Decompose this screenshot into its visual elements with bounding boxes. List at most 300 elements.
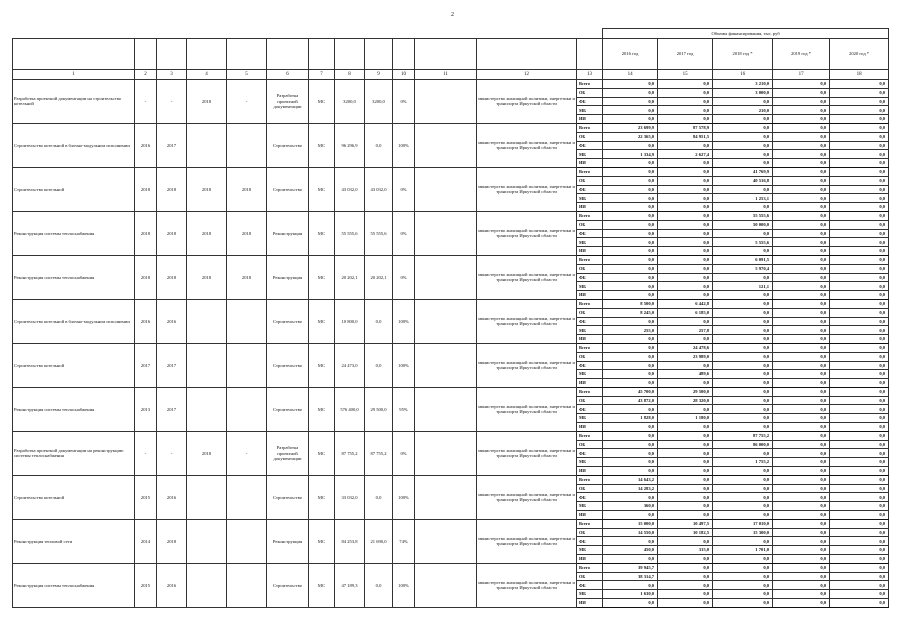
- funding-value: 0,0: [773, 563, 830, 572]
- funding-source: ИИ: [577, 599, 603, 608]
- column-index: 3: [157, 70, 187, 80]
- table-row: [13, 475, 889, 484]
- funding-value: 0,0: [773, 97, 830, 106]
- funding-value: 0,0: [830, 458, 889, 467]
- funding-value: 0,0: [603, 379, 658, 388]
- funding-value: 0,0: [773, 599, 830, 608]
- funding-value: 0,0: [658, 106, 713, 115]
- funding-source: ИИ: [577, 379, 603, 388]
- funding-value: 0,0: [713, 572, 773, 581]
- funding-source: ИИ: [577, 159, 603, 168]
- funding-value: 0,0: [773, 581, 830, 590]
- column-header: [135, 39, 157, 70]
- commission-year: 2017: [157, 343, 187, 387]
- funding-value: 0,0: [658, 599, 713, 608]
- funding-source: ОБ: [577, 264, 603, 273]
- construction-permit: -: [227, 80, 267, 124]
- funding-source: Всего: [577, 563, 603, 572]
- funding-value: 0,0: [830, 115, 889, 124]
- remaining-cost: 3200,0: [365, 80, 393, 124]
- funding-source: ОБ: [577, 528, 603, 537]
- funding-value: 0,0: [713, 475, 773, 484]
- funding-value: 0,0: [773, 291, 830, 300]
- project-name: Строительство котельной в блочно-модульном исполнении: [13, 299, 135, 343]
- funding-value: 0,0: [830, 493, 889, 502]
- funding-source: ИИ: [577, 423, 603, 432]
- funding-value: 17 010,0: [713, 519, 773, 528]
- column-index: 17: [773, 70, 830, 80]
- funding-source: ФБ: [577, 361, 603, 370]
- funding-value: 0,0: [713, 511, 773, 520]
- funding-value: 0,0: [773, 326, 830, 335]
- funding-source: ФБ: [577, 449, 603, 458]
- funding-value: 0,0: [830, 264, 889, 273]
- funding-value: 28 320,0: [658, 396, 713, 405]
- funding-source: Всего: [577, 123, 603, 132]
- funding-value: 0,0: [713, 502, 773, 511]
- funding-value: 0,0: [713, 396, 773, 405]
- remaining-cost: 87 755,2: [365, 431, 393, 475]
- commission-year: 2017: [157, 387, 187, 431]
- funding-value: 0,0: [658, 80, 713, 89]
- funding-source: МБ: [577, 590, 603, 599]
- funding-value: 0,0: [773, 546, 830, 555]
- funding-value: 0,0: [830, 141, 889, 150]
- start-year: 2013: [135, 387, 157, 431]
- funding-value: 1 755,2: [713, 458, 773, 467]
- funding-value: 0,0: [603, 317, 658, 326]
- table-row: [13, 80, 889, 89]
- funding-value: 43 872,0: [603, 396, 658, 405]
- funding-value: 0,0: [603, 229, 658, 238]
- ownership-form: МС: [309, 563, 335, 607]
- funding-value: 0,0: [830, 203, 889, 212]
- funding-value: 3 000,0: [713, 88, 773, 97]
- executor: министерство жилищной политики, энергетики и транспорта Иркутской области: [477, 299, 577, 343]
- funding-value: 40 516,8: [713, 176, 773, 185]
- funding-value: 0,0: [830, 475, 889, 484]
- project-name: Реконструкция системы теплоснабжения: [13, 563, 135, 607]
- estimated-cost: 576 400,0: [335, 387, 365, 431]
- executor: министерство жилищной политики, энергетики и транспорта Иркутской области: [477, 123, 577, 167]
- funding-value: 0,0: [713, 97, 773, 106]
- funding-value: 0,0: [658, 185, 713, 194]
- column-header: [267, 39, 309, 70]
- commission-year: 2018: [157, 519, 187, 563]
- column-index: 4: [187, 70, 227, 80]
- executor: министерство жилищной политики, энергетики и транспорта Иркутской области: [477, 387, 577, 431]
- funding-value: 0,0: [830, 273, 889, 282]
- funding-value: 0,0: [830, 414, 889, 423]
- funding-value: 0,0: [773, 123, 830, 132]
- work-type: Реконструкция: [267, 255, 309, 299]
- funding-value: 0,0: [830, 405, 889, 414]
- funding-source: ФБ: [577, 317, 603, 326]
- funding-value: 255,0: [603, 326, 658, 335]
- funding-source: ФБ: [577, 405, 603, 414]
- funding-source: Всего: [577, 475, 603, 484]
- start-year: -: [135, 431, 157, 475]
- funding-value: 0,0: [773, 343, 830, 352]
- funding-value: 41 769,9: [713, 167, 773, 176]
- funding-source: МБ: [577, 502, 603, 511]
- column-index: 14: [603, 70, 658, 80]
- funding-value: 0,0: [830, 335, 889, 344]
- funding-value: 0,0: [713, 308, 773, 317]
- funding-value: 5 970,4: [713, 264, 773, 273]
- readiness: 74%: [393, 519, 415, 563]
- estimated-cost: 55 555,6: [335, 211, 365, 255]
- funding-value: 0,0: [658, 115, 713, 124]
- funding-value: 0,0: [603, 352, 658, 361]
- funding-value: 0,0: [773, 555, 830, 564]
- construction-permit: -: [227, 431, 267, 475]
- ownership-form: МС: [309, 387, 335, 431]
- funding-value: 0,0: [658, 423, 713, 432]
- funding-value: 0,0: [773, 414, 830, 423]
- project-name: Реконструкция системы теплоснабжения: [13, 255, 135, 299]
- funding-value: 315,0: [658, 546, 713, 555]
- funding-source: ОБ: [577, 396, 603, 405]
- funding-value: 0,0: [658, 194, 713, 203]
- work-type: Строительство: [267, 387, 309, 431]
- funding-value: 0,0: [603, 405, 658, 414]
- remaining-cost: 0,0: [365, 343, 393, 387]
- funding-source: ИИ: [577, 247, 603, 256]
- funding-value: 0,0: [658, 247, 713, 256]
- funding-value: 0,0: [603, 185, 658, 194]
- executor: министерство жилищной политики, энергетики и транспорта Иркутской области: [477, 80, 577, 124]
- commission-year: -: [157, 431, 187, 475]
- municipality: [415, 563, 477, 607]
- funding-source: ОБ: [577, 572, 603, 581]
- funding-value: 0,0: [773, 467, 830, 476]
- commission-year: -: [157, 80, 187, 124]
- funding-value: 1 701,0: [713, 546, 773, 555]
- funding-value: 0,0: [713, 150, 773, 159]
- funding-value: 0,0: [773, 273, 830, 282]
- remaining-cost: 21 690,0: [365, 519, 393, 563]
- funding-source: МБ: [577, 106, 603, 115]
- column-header: [393, 39, 415, 70]
- funding-value: 0,0: [773, 440, 830, 449]
- funding-value: 0,0: [830, 537, 889, 546]
- work-type: Реконструкция: [267, 519, 309, 563]
- funding-value: 0,0: [830, 467, 889, 476]
- remaining-cost: 0,0: [365, 123, 393, 167]
- start-year: 2016: [135, 123, 157, 167]
- construction-permit: [227, 123, 267, 167]
- construction-permit: [227, 519, 267, 563]
- funding-value: 23 699,9: [603, 123, 658, 132]
- remaining-cost: 0,0: [365, 475, 393, 519]
- funding-value: 15 000,0: [603, 519, 658, 528]
- funding-value: 0,0: [713, 405, 773, 414]
- funding-value: 0,0: [773, 449, 830, 458]
- remaining-cost: 29 500,0: [365, 387, 393, 431]
- commission-year: 2016: [157, 299, 187, 343]
- page-number: 2: [451, 12, 454, 18]
- funding-value: 0,0: [830, 194, 889, 203]
- column-header: 2020 год *: [830, 39, 889, 70]
- column-index: 2: [135, 70, 157, 80]
- funding-value: 0,0: [830, 247, 889, 256]
- column-index: 1: [13, 70, 135, 80]
- construction-permit: 2018: [227, 255, 267, 299]
- funding-value: 0,0: [773, 264, 830, 273]
- funding-value: 0,0: [603, 581, 658, 590]
- ownership-form: МС: [309, 343, 335, 387]
- funding-value: 0,0: [603, 194, 658, 203]
- ownership-form: МС: [309, 80, 335, 124]
- funding-source: Всего: [577, 255, 603, 264]
- funding-value: 0,0: [713, 335, 773, 344]
- funding-value: 0,0: [773, 176, 830, 185]
- readiness: 0%: [393, 80, 415, 124]
- funding-value: 0,0: [773, 458, 830, 467]
- funding-value: 0,0: [658, 176, 713, 185]
- funding-value: 0,0: [603, 537, 658, 546]
- funding-value: 0,0: [713, 414, 773, 423]
- table-row: [13, 431, 889, 440]
- readiness: 0%: [393, 431, 415, 475]
- funding-source: ОБ: [577, 352, 603, 361]
- funding-value: 0,0: [830, 282, 889, 291]
- funding-value: 0,0: [830, 317, 889, 326]
- funding-value: 0,0: [658, 238, 713, 247]
- column-index: 6: [267, 70, 309, 80]
- column-header: 2018 год *: [713, 39, 773, 70]
- estimated-cost: 84 253,8: [335, 519, 365, 563]
- funding-value: 1 828,0: [603, 414, 658, 423]
- funding-value: 0,0: [830, 387, 889, 396]
- funding-value: 0,0: [830, 255, 889, 264]
- table-row: [13, 563, 889, 572]
- table-row: [13, 167, 889, 176]
- project-name: Строительство котельной: [13, 343, 135, 387]
- funding-value: 0,0: [773, 115, 830, 124]
- program-table: [12, 28, 889, 608]
- funding-value: 0,0: [713, 159, 773, 168]
- funding-value: 0,0: [658, 563, 713, 572]
- funding-value: 0,0: [603, 238, 658, 247]
- remaining-cost: 43 032,0: [365, 167, 393, 211]
- executor: министерство жилищной политики, энергетики и транспорта Иркутской области: [477, 431, 577, 475]
- funding-source: ФБ: [577, 97, 603, 106]
- funding-value: 0,0: [658, 220, 713, 229]
- funding-value: 0,0: [658, 335, 713, 344]
- funding-value: 0,0: [773, 308, 830, 317]
- funding-value: 0,0: [603, 97, 658, 106]
- funding-source: МБ: [577, 194, 603, 203]
- executor: министерство жилищной политики, энергетики и транспорта Иркутской области: [477, 255, 577, 299]
- funding-value: 0,0: [830, 106, 889, 115]
- funding-value: 0,0: [713, 273, 773, 282]
- project-name: Реконструкция тепловой сети: [13, 519, 135, 563]
- funding-value: 0,0: [830, 519, 889, 528]
- funding-value: 121,1: [713, 282, 773, 291]
- funding-value: 0,0: [773, 387, 830, 396]
- column-index: 5: [227, 70, 267, 80]
- funding-source: ИИ: [577, 511, 603, 520]
- ownership-form: МС: [309, 255, 335, 299]
- funding-value: 0,0: [603, 167, 658, 176]
- design-docs: [187, 519, 227, 563]
- municipality: [415, 387, 477, 431]
- funding-value: 8 500,0: [603, 299, 658, 308]
- table-row: [13, 123, 889, 132]
- funding-source: МБ: [577, 326, 603, 335]
- funding-value: 0,0: [658, 484, 713, 493]
- funding-value: 0,0: [713, 387, 773, 396]
- funding-value: 0,0: [830, 326, 889, 335]
- funding-value: 23 989,0: [658, 352, 713, 361]
- funding-value: 0,0: [773, 590, 830, 599]
- funding-value: 0,0: [773, 185, 830, 194]
- funding-value: 0,0: [658, 493, 713, 502]
- funding-value: 0,0: [603, 247, 658, 256]
- funding-value: 0,0: [713, 449, 773, 458]
- construction-permit: [227, 343, 267, 387]
- funding-source: Всего: [577, 387, 603, 396]
- column-header: [187, 39, 227, 70]
- funding-value: 0,0: [830, 211, 889, 220]
- column-index: 7: [309, 70, 335, 80]
- commission-year: 2016: [157, 475, 187, 519]
- funding-value: 14 550,0: [603, 528, 658, 537]
- funding-value: 0,0: [830, 80, 889, 89]
- column-header: [365, 39, 393, 70]
- design-docs: [187, 299, 227, 343]
- executor: министерство жилищной политики, энергетики и транспорта Иркутской области: [477, 519, 577, 563]
- remaining-cost: 20 202,1: [365, 255, 393, 299]
- municipality: [415, 343, 477, 387]
- funding-source: МБ: [577, 414, 603, 423]
- funding-value: 0,0: [830, 220, 889, 229]
- funding-value: 0,0: [830, 449, 889, 458]
- funding-value: 0,0: [713, 203, 773, 212]
- column-header: 2016 год: [603, 39, 658, 70]
- funding-value: 0,0: [830, 132, 889, 141]
- funding-source: ИИ: [577, 115, 603, 124]
- funding-value: 0,0: [603, 255, 658, 264]
- funding-value: 0,0: [713, 484, 773, 493]
- funding-value: 0,0: [830, 88, 889, 97]
- work-type: Разработка проектной документации: [267, 431, 309, 475]
- funding-value: 0,0: [713, 291, 773, 300]
- readiness: 100%: [393, 299, 415, 343]
- commission-year: 2018: [157, 211, 187, 255]
- estimated-cost: 10 800,0: [335, 299, 365, 343]
- funding-value: 0,0: [658, 282, 713, 291]
- funding-value: 0,0: [773, 220, 830, 229]
- funding-value: 0,0: [773, 229, 830, 238]
- funding-value: 0,0: [603, 599, 658, 608]
- column-index: 13: [577, 70, 603, 80]
- funding-value: 0,0: [658, 291, 713, 300]
- funding-value: 0,0: [773, 405, 830, 414]
- funding-value: 50 000,0: [713, 220, 773, 229]
- funding-value: 0,0: [603, 361, 658, 370]
- funding-value: 0,0: [773, 572, 830, 581]
- funding-value: 0,0: [658, 449, 713, 458]
- funding-value: 0,0: [830, 343, 889, 352]
- table-row: [13, 343, 889, 352]
- funding-value: 450,0: [603, 546, 658, 555]
- funding-value: 0,0: [603, 431, 658, 440]
- work-type: Строительство: [267, 563, 309, 607]
- funding-value: 1 253,1: [713, 194, 773, 203]
- ownership-form: МС: [309, 123, 335, 167]
- estimated-cost: 43 032,0: [335, 167, 365, 211]
- project-name: Реконструкция системы теплоснабжения: [13, 211, 135, 255]
- funding-value: 0,0: [830, 546, 889, 555]
- funding-value: 0,0: [713, 185, 773, 194]
- work-type: Строительство: [267, 167, 309, 211]
- municipality: [415, 255, 477, 299]
- funding-value: 5 555,6: [713, 238, 773, 247]
- funding-value: 0,0: [603, 467, 658, 476]
- funding-source: МБ: [577, 238, 603, 247]
- funding-value: 0,0: [603, 80, 658, 89]
- funding-value: 0,0: [773, 299, 830, 308]
- funding-value: 55 555,6: [713, 211, 773, 220]
- funding-value: 0,0: [603, 291, 658, 300]
- funding-value: 0,0: [773, 502, 830, 511]
- construction-permit: [227, 299, 267, 343]
- column-header: [13, 39, 135, 70]
- funding-value: 0,0: [603, 458, 658, 467]
- funding-value: 0,0: [713, 326, 773, 335]
- funding-value: 29 500,0: [658, 387, 713, 396]
- funding-value: 15 300,0: [713, 528, 773, 537]
- funding-value: 257,8: [658, 326, 713, 335]
- funding-value: 0,0: [773, 352, 830, 361]
- funding-value: 0,0: [713, 123, 773, 132]
- estimated-cost: 3200,0: [335, 80, 365, 124]
- funding-value: 3 210,0: [713, 80, 773, 89]
- funding-value: 0,0: [713, 343, 773, 352]
- funding-value: 0,0: [658, 379, 713, 388]
- funding-value: 0,0: [713, 563, 773, 572]
- funding-value: 0,0: [830, 423, 889, 432]
- column-index: 12: [477, 70, 577, 80]
- funding-value: 0,0: [713, 599, 773, 608]
- funding-value: 0,0: [830, 528, 889, 537]
- funding-value: 0,0: [830, 511, 889, 520]
- funding-source: МБ: [577, 282, 603, 291]
- column-header: 2019 год *: [773, 39, 830, 70]
- executor: министерство жилищной политики, энергетики и транспорта Иркутской области: [477, 475, 577, 519]
- funding-value: 210,0: [713, 106, 773, 115]
- executor: министерство жилищной политики, энергетики и транспорта Иркутской области: [477, 167, 577, 211]
- column-header-row: [13, 39, 889, 70]
- funding-value: 0,0: [713, 132, 773, 141]
- funding-value: 0,0: [658, 97, 713, 106]
- funding-value: 0,0: [603, 282, 658, 291]
- funding-value: 1 334,9: [603, 150, 658, 159]
- funding-value: 45 700,0: [603, 387, 658, 396]
- funding-value: 0,0: [713, 493, 773, 502]
- readiness: 0%: [393, 255, 415, 299]
- funding-value: 0,0: [658, 317, 713, 326]
- funding-value: 0,0: [603, 423, 658, 432]
- table-row: [13, 519, 889, 528]
- column-header: [227, 39, 267, 70]
- funding-value: 0,0: [603, 176, 658, 185]
- funding-value: 0,0: [830, 123, 889, 132]
- funding-value: 0,0: [713, 467, 773, 476]
